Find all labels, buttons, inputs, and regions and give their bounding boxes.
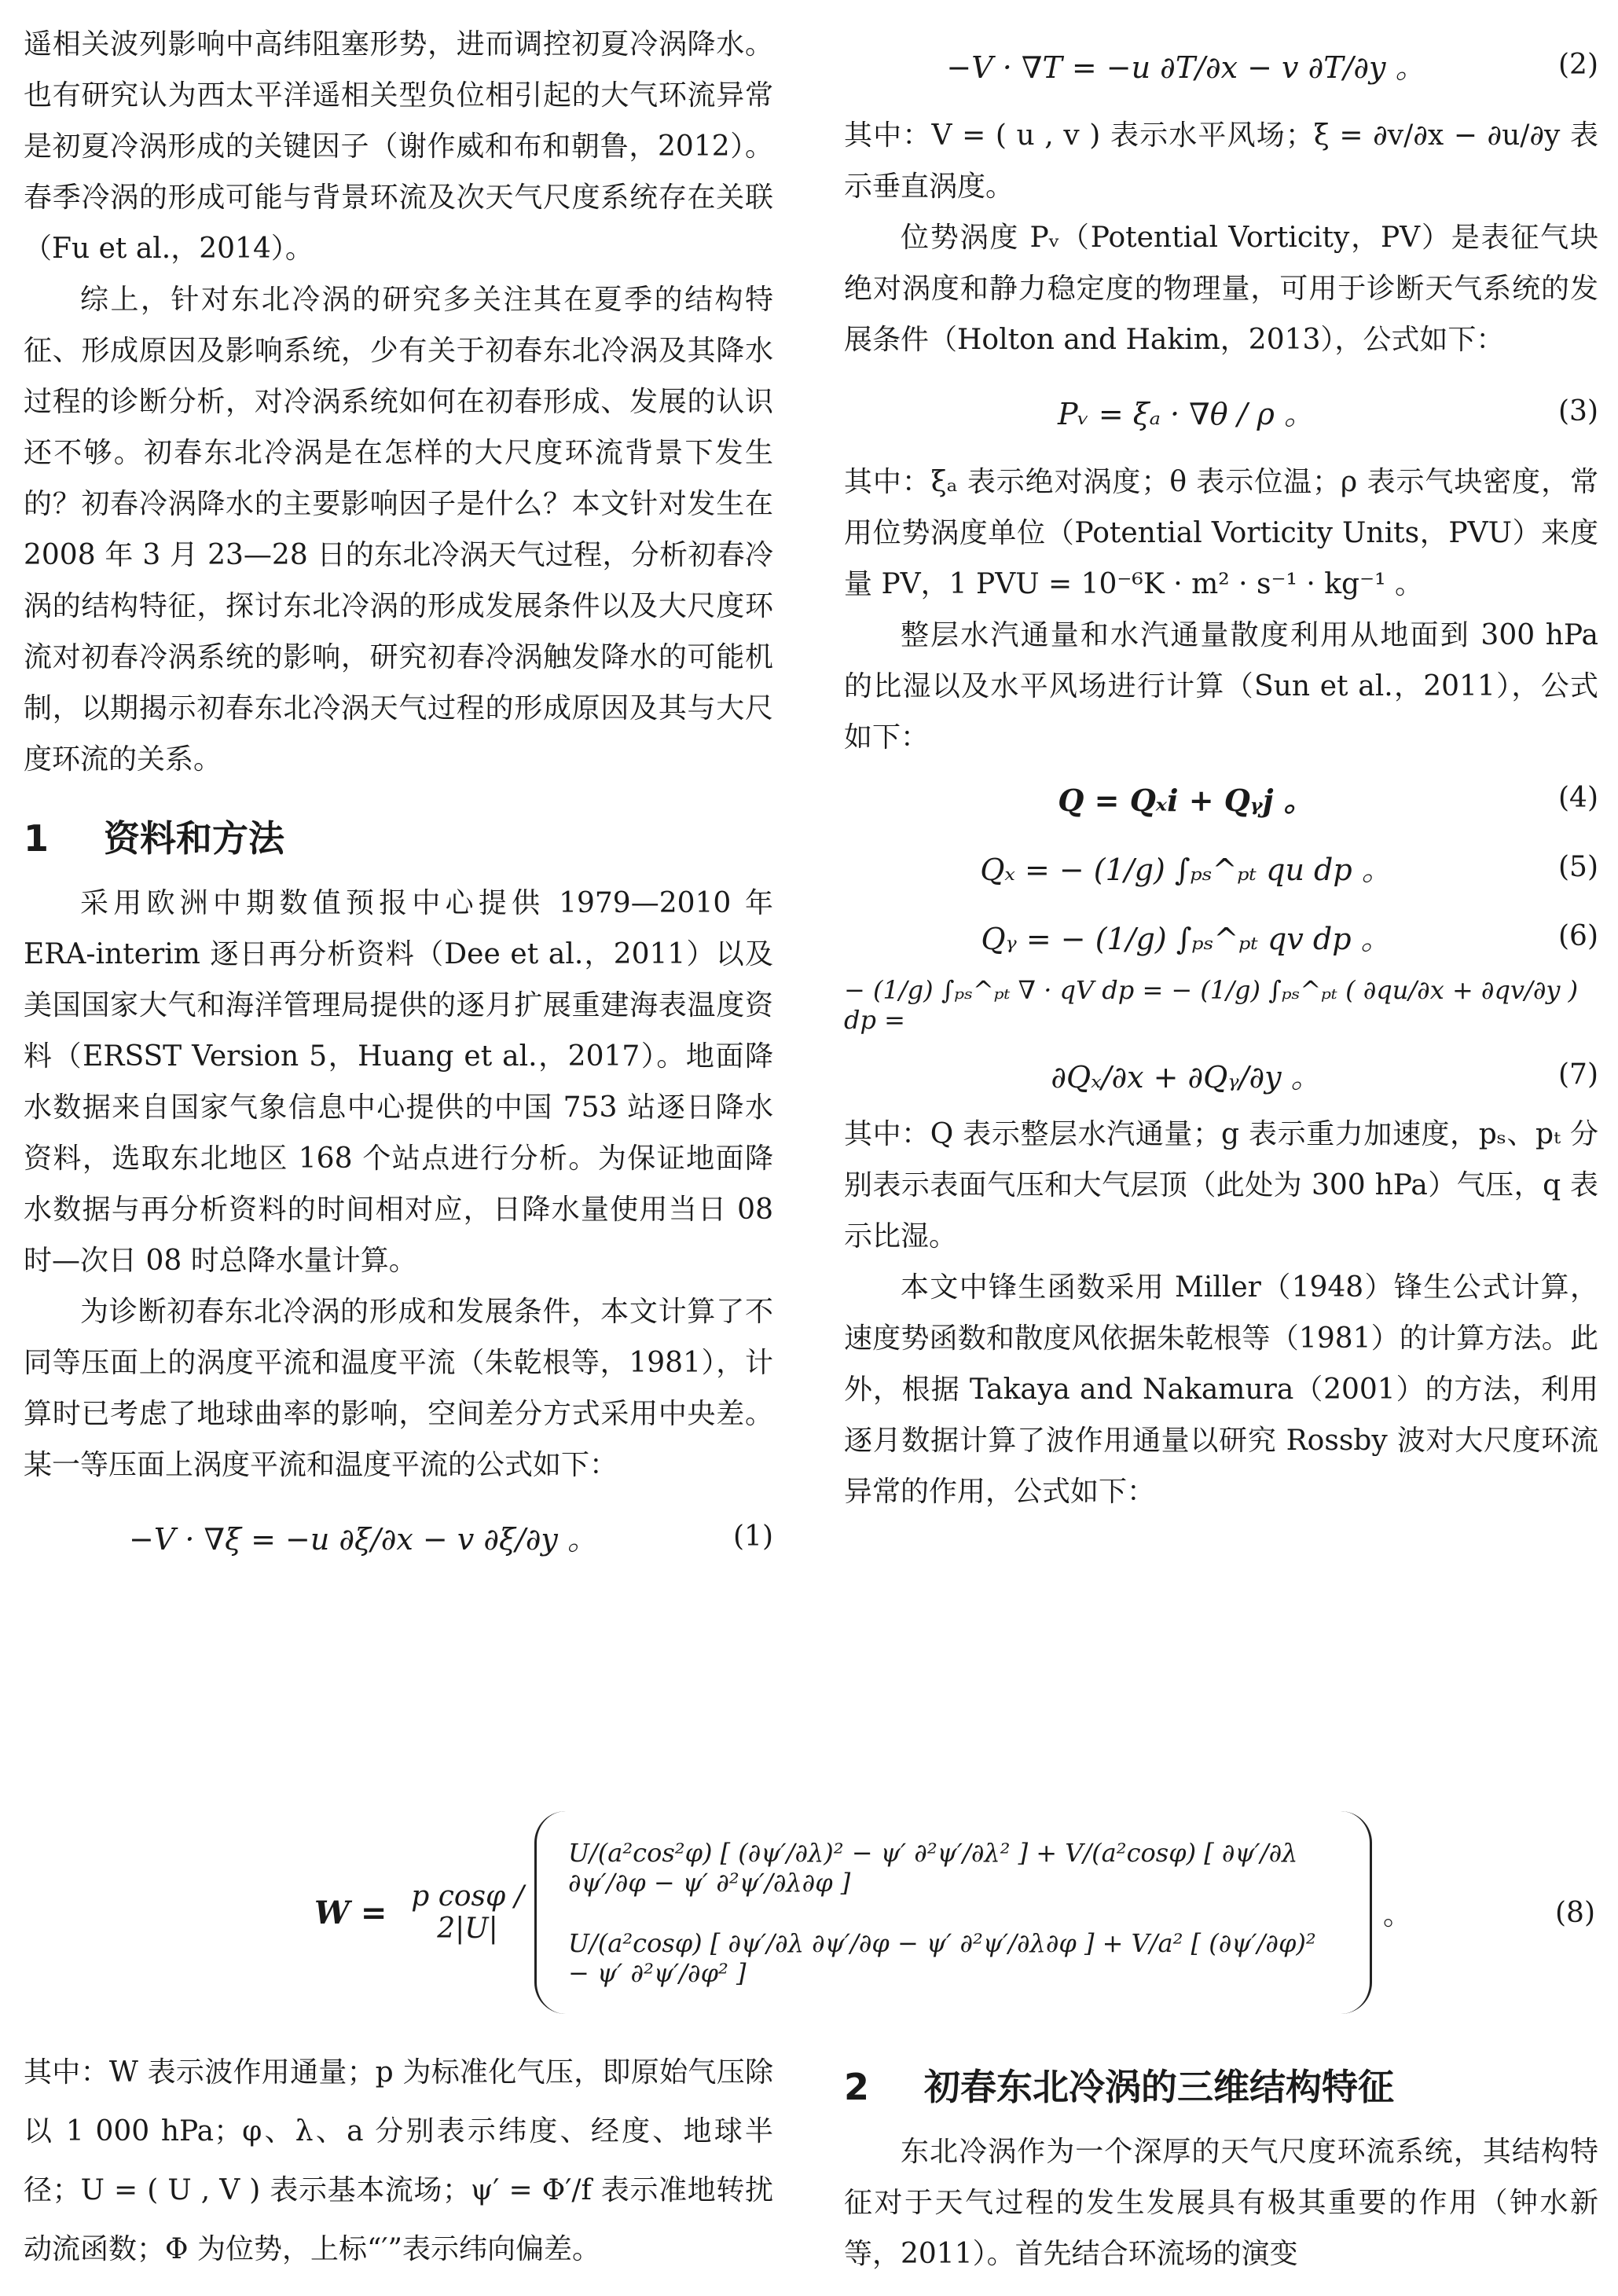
paragraph-summary: 综上，针对东北冷涡的研究多关注其在夏季的结构特征、形成原因及影响系统，少有关于初春东北冷涡及其降水过程的诊断分析，对冷涡系统如何在初春形成、发展的认识还不够。初春东北冷涡是在怎样的大尺度环流背景下发生的？初春冷涡降水的主要影响因子是什么？本文针对发生在 2008 年 3 月 23—28 日的东北冷涡天气过程，分析初春冷涡的结构特征，探讨东北冷涡的形成发展条件以及大尺度环流对初春冷涡系统的影响，研究初春冷涡触发降水的可能机制，以期揭示初春东北冷涡天气过程的形成原因及其与大尺度环流的关系。: [24, 284, 773, 776]
section-heading-1: [24, 810, 773, 862]
equation-8: [314, 1809, 1595, 2016]
section-heading-2: [844, 2059, 1598, 2111]
equation-8-coefficient: p cosφ / 2|U|: [411, 1880, 524, 1945]
equation-8-row-1: U/(a²cos²φ) [ (∂ψ′/∂λ)² − ψ′ ∂²ψ′/∂λ² ] + V/(a²cosφ) [ ∂ψ′/∂λ ∂ψ′/∂φ − ψ′ ∂²ψ′/∂λ∂φ ]: [568, 1837, 1298, 1898]
equation-6-body: Qᵧ = − (1/g) ∫ₚₛ^ₚₜ qv dp 。: [981, 921, 1391, 956]
equation-2-number: (2): [1558, 48, 1598, 81]
paragraph-advection-method: 为诊断初春东北冷涡的形成和发展条件，本文计算了不同等压面上的涡度平流和温度平流（朱乾根等，1981），计算时已考虑了地球曲率的影响，空间差分方式采用中央差。某一等压面上涡度平流和温度平流的公式如下：: [24, 1296, 773, 1481]
section-number: 1: [24, 817, 50, 860]
left-column: [24, 19, 773, 1582]
equation-8-period: 。: [1383, 1898, 1412, 1931]
paragraph-wave-flux-symbols: 其中：W 表示波作用通量；p 为标准化气压，即原始气压除以 1 000 hPa；φ、λ、a 分别表示纬度、经度、地球半径；U = ( U , V ) 表示基本流场；ψ′ = Φ′/f 表示准地转扰动流函数；Φ 为位势，上标“′”表示纬向偏差。: [24, 2056, 773, 2265]
paragraph-data-sources: 采用欧洲中期数值预报中心提供 1979—2010 年 ERA-interim 逐日再分析资料（Dee et al.，2011）以及美国国家大气和海洋管理局提供的逐月扩展重建海表温度资料（ERSST Version 5，Huang et al.，2017）。地面降水数据来自国家气象信息中心提供的中国 753 站逐日降水资料，选取东北地区 168 个站点进行分析。为保证地面降水数据与再分析资料的时间相对应，日降水量使用当日 08 时—次日 08 时总降水量计算。: [24, 887, 773, 1277]
equation-7-number: (7): [1558, 1058, 1598, 1091]
paragraph-wind-vorticity: 其中：V = ( u , v ) 表示水平风场；ξ = ∂v/∂x − ∂u/∂y 表示垂直涡度。: [844, 119, 1598, 203]
paragraph-potential-vorticity: 位势涡度 Pᵥ（Potential Vorticity，PV）是表征气块绝对涡度和静力稳定度的物理量，可用于诊断天气系统的发展条件（Holton and Hakim，2013），公式如下：: [844, 222, 1598, 356]
equation-7-line-1: [844, 970, 1598, 1040]
paragraph-frontogenesis-wave: 本文中锋生函数采用 Miller（1948）锋生公式计算，速度势函数和散度风依据朱乾根等（1981）的计算方法。此外，根据 Takaya and Nakamura（2001）的方法，利用逐月数据计算了波作用通量以研究 Rossby 波对大尺度环流异常的作用，公式如下：: [844, 1271, 1598, 1508]
equation-4-number: (4): [1558, 781, 1598, 814]
equation-1: [24, 1491, 773, 1582]
equation-5: [844, 832, 1598, 901]
equation-5-body: Qₓ = − (1/g) ∫ₚₛ^ₚₜ qu dp 。: [980, 852, 1392, 887]
right-column: [844, 19, 1598, 1517]
equation-7-part-2: ∂Qₓ/∂x + ∂Qᵧ/∂y 。: [1051, 1059, 1321, 1095]
equation-8-row-2: U/(a²cosφ) [ ∂ψ′/∂λ ∂ψ′/∂φ − ψ′ ∂²ψ′/∂λ∂φ ] + V/a² [ (∂ψ′/∂φ)² − ψ′ ∂²ψ′/∂φ² ]: [568, 1927, 1316, 1988]
equation-7-part-1: − (1/g) ∫ₚₛ^ₚₜ ∇ · qV dp = − (1/g) ∫ₚₛ^ₚₜ ( ∂qu/∂x + ∂qv/∂y ) dp =: [844, 975, 1579, 1035]
equation-4: [844, 763, 1598, 832]
equation-1-number: (1): [733, 1520, 773, 1553]
section-title: 资料和方法: [104, 817, 285, 860]
equation-8-lhs: W =: [314, 1894, 387, 1931]
paragraph-moisture-flux: 整层水汽通量和水汽通量散度利用从地面到 300 hPa 的比湿以及水平风场进行计算（Sun et al.，2011），公式如下：: [844, 619, 1598, 754]
equation-3-number: (3): [1558, 394, 1598, 427]
equation-6-number: (6): [1558, 919, 1598, 952]
equation-5-number: (5): [1558, 850, 1598, 883]
equation-6: [844, 901, 1598, 970]
equation-1-body: −V · ∇ξ = −u ∂ξ/∂x − v ∂ξ/∂y 。: [129, 1521, 597, 1557]
section-title: 初春东北冷涡的三维结构特征: [924, 2066, 1395, 2108]
equation-3: [844, 365, 1598, 457]
bottom-right-column: [844, 2059, 1598, 2279]
equation-7-line-2: [844, 1040, 1598, 1109]
equation-8-vector: [534, 1811, 1372, 2014]
equation-2-body: −V · ∇T = −u ∂T/∂x − v ∂T/∂y 。: [946, 50, 1425, 85]
section-number: 2: [844, 2066, 870, 2108]
equation-2: [844, 19, 1598, 110]
paragraph-intro-continued: 遥相关波列影响中高纬阻塞形势，进而调控初夏冷涡降水。也有研究认为西太平洋遥相关型负位相引起的大气环流异常是初夏冷涡形成的关键因子（谢作威和布和朝鲁，2012）。春季冷涡的形成可能与背景环流及次天气尺度系统存在关联（Fu et al.，2014）。: [24, 28, 773, 265]
equation-4-body: Q = Qₓi + Qᵧj 。: [1058, 782, 1314, 818]
equation-3-body: Pᵥ = ξₐ · ∇θ / ρ 。: [1058, 396, 1314, 431]
paragraph-flux-symbols: 其中：Q 表示整层水汽通量；g 表示重力加速度，pₛ、pₜ 分别表示表面气压和大气层顶（此处为 300 hPa）气压，q 表示比湿。: [844, 1118, 1598, 1253]
paragraph-vortex-structure: 东北冷涡作为一个深厚的天气尺度环流系统，其结构特征对于天气过程的发生发展具有极其重要的作用（钟水新等，2011）。首先结合环流场的演变: [844, 2136, 1598, 2270]
paragraph-pv-units: 其中：ξₐ 表示绝对涡度；θ 表示位温；ρ 表示气块密度，常用位势涡度单位（Potential Vorticity Units，PVU）来度量 PV，1 PVU = 10⁻⁶K · m² · s⁻¹ · kg⁻¹ 。: [844, 466, 1598, 600]
bottom-left-column: [24, 2043, 773, 2279]
equation-8-number: (8): [1555, 1896, 1595, 1929]
